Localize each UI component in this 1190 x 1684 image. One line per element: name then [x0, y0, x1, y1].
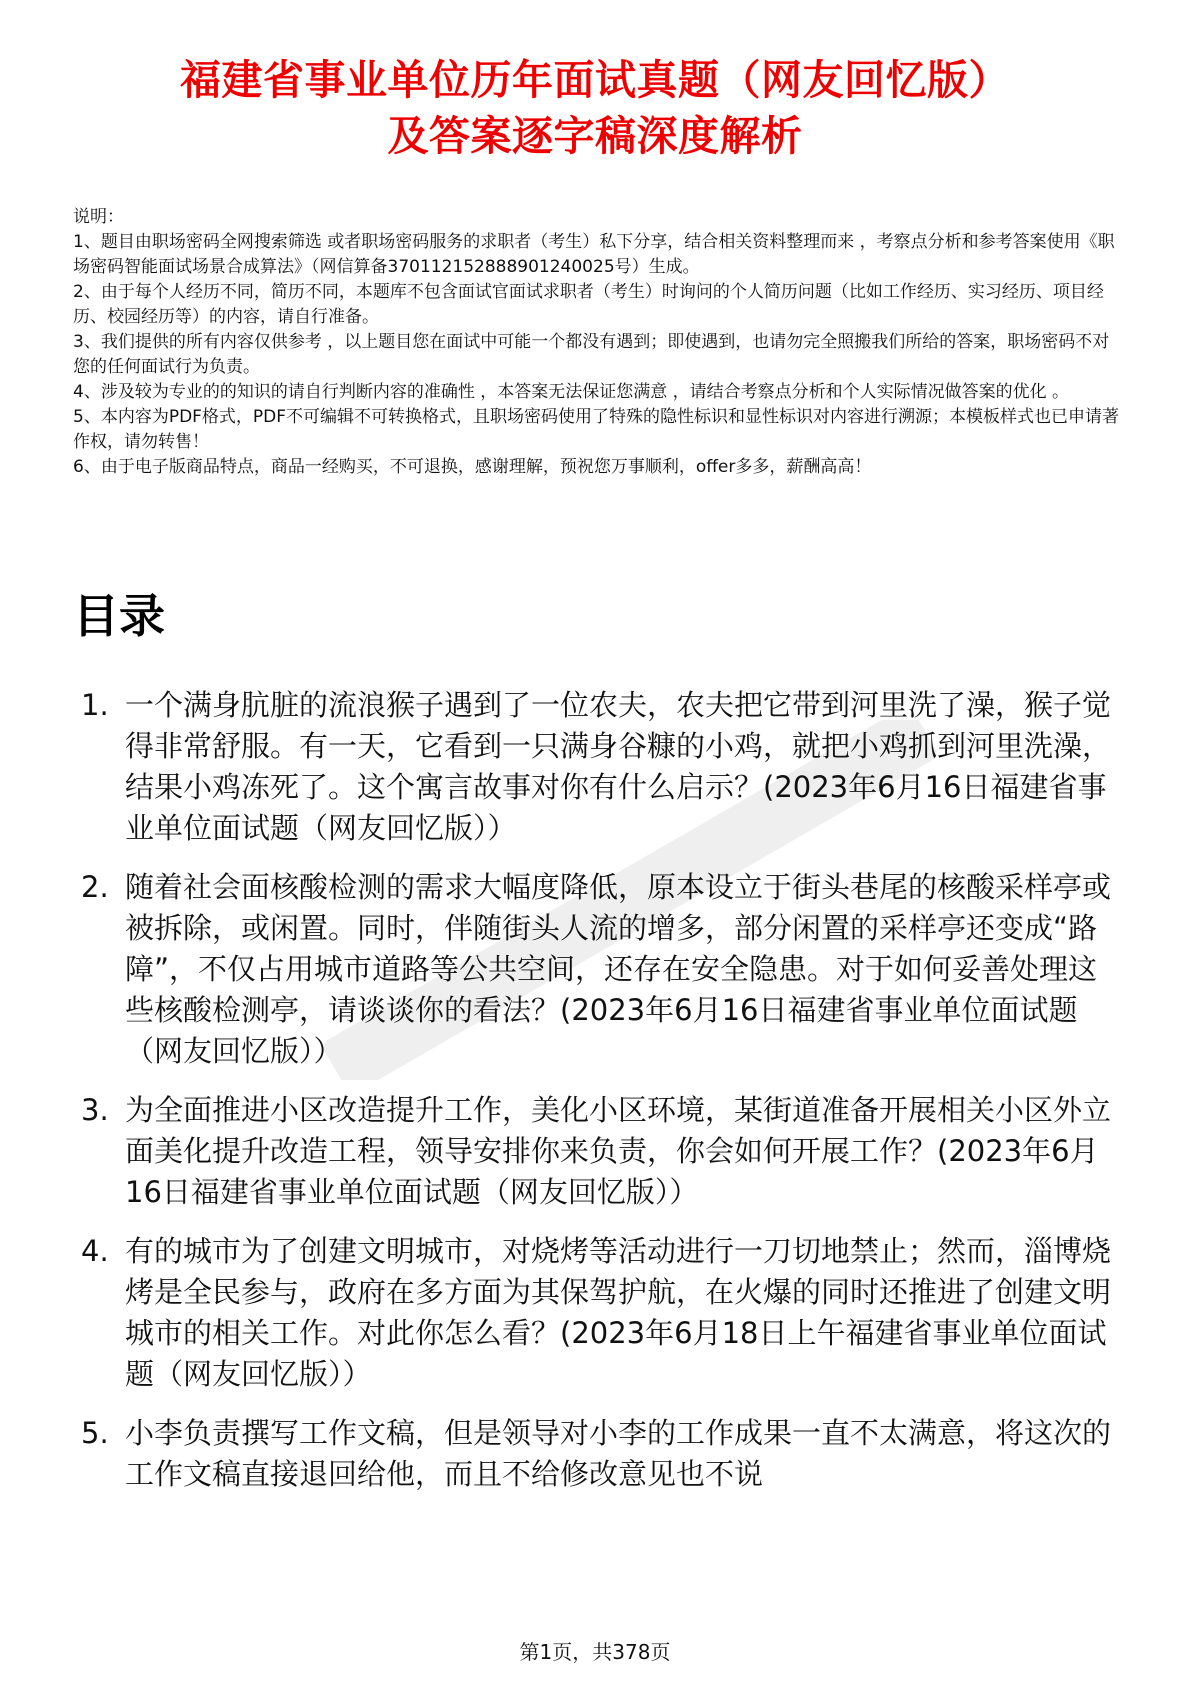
page-footer: 第1页，共378页: [519, 1640, 671, 1664]
toc-list: [73, 685, 1123, 1513]
toc-item-number: 5.: [81, 1416, 109, 1450]
note-6: 6、由于电子版商品特点，商品一经购买，不可退换，感谢理解，预祝您万事顺利，offer多多，薪酬高高！: [73, 457, 872, 477]
toc-item[interactable]: [73, 1231, 1123, 1395]
toc-item[interactable]: [73, 1090, 1123, 1213]
title-line-2: 及答案逐字稿深度解析: [387, 112, 803, 160]
notes-section: [73, 205, 1123, 480]
title-line-1: 福建省事业单位历年面试真题（网友回忆版）: [180, 56, 1010, 104]
toc-item[interactable]: [73, 867, 1123, 1072]
note-5: 5、本内容为PDF格式，PDF不可编辑不可转换格式，且职场密码使用了特殊的隐性标识和显性标识对内容进行溯源；本模板样式也已申请著作权，请勿转售！: [73, 407, 1120, 452]
toc-item-text: 有的城市为了创建文明城市，对烧烤等活动进行一刀切地禁止；然而，淄博烧烤是全民参与，政府在多方面为其保驾护航，在火爆的同时还推进了创建文明城市的相关工作。对此你怎么看？(2023年6月18日上午福建省事业单位面试题（网友回忆版））: [125, 1234, 1112, 1391]
toc-item-number: 1.: [81, 688, 109, 722]
toc-item-text: 一个满身肮脏的流浪猴子遇到了一位农夫，农夫把它带到河里洗了澡，猴子觉得非常舒服。有一天，它看到一只满身谷糠的小鸡，就把小鸡抓到河里洗澡，结果小鸡冻死了。这个寓言故事对你有什么启示？(2023年6月16日福建省事业单位面试题（网友回忆版））: [125, 688, 1112, 845]
toc-item[interactable]: [73, 685, 1123, 849]
toc-item-text: 小李负责撰写工作文稿，但是领导对小李的工作成果一直不太满意，将这次的工作文稿直接退回给他，而且不给修改意见也不说: [125, 1416, 1112, 1491]
toc-heading: 目录: [73, 589, 165, 643]
toc-item-number: 3.: [81, 1093, 109, 1127]
toc-item[interactable]: [73, 1413, 1123, 1495]
toc-item-number: 2.: [81, 870, 109, 904]
note-1: 1、题目由职场密码全网搜索筛选 或者职场密码服务的求职者（考生）私下分享，结合相关资料整理而来 ，考察点分析和参考答案使用《职场密码智能面试场景合成算法》（网信算备370112152888901240025号）生成。: [73, 232, 1115, 277]
note-3: 3、我们提供的所有内容仅供参考 ，以上题目您在面试中可能一个都没有遇到；即使遇到，也请勿完全照搬我们所给的答案，职场密码不对您的任何面试行为负责。: [73, 332, 1110, 377]
note-2: 2、由于每个人经历不同，简历不同，本题库不包含面试官面试求职者（考生）时询问的个人简历问题（比如工作经历、实习经历、项目经历、校园经历等）的内容，请自行准备。: [73, 282, 1104, 327]
toc-item-text: 随着社会面核酸检测的需求大幅度降低，原本设立于街头巷尾的核酸采样亭或被拆除，或闲置。同时，伴随街头人流的增多，部分闲置的采样亭还变成“路障”，不仅占用城市道路等公共空间，还存在安全隐患。对于如何妥善处理这些核酸检测亭，请谈谈你的看法？(2023年6月16日福建省事业单位面试题（网友回忆版））: [125, 870, 1112, 1068]
toc-item-number: 4.: [81, 1234, 109, 1268]
notes-label: 说明：: [73, 207, 124, 227]
toc-item-text: 为全面推进小区改造提升工作，美化小区环境，某街道准备开展相关小区外立面美化提升改造工程，领导安排你来负责，你会如何开展工作？(2023年6月16日福建省事业单位面试题（网友回忆版））: [125, 1093, 1112, 1209]
note-4: 4、涉及较为专业的的知识的请自行判断内容的准确性 ，本答案无法保证您满意 ，请结合考察点分析和个人实际情况做答案的优化 。: [73, 382, 1070, 402]
document-title: [40, 52, 1150, 164]
